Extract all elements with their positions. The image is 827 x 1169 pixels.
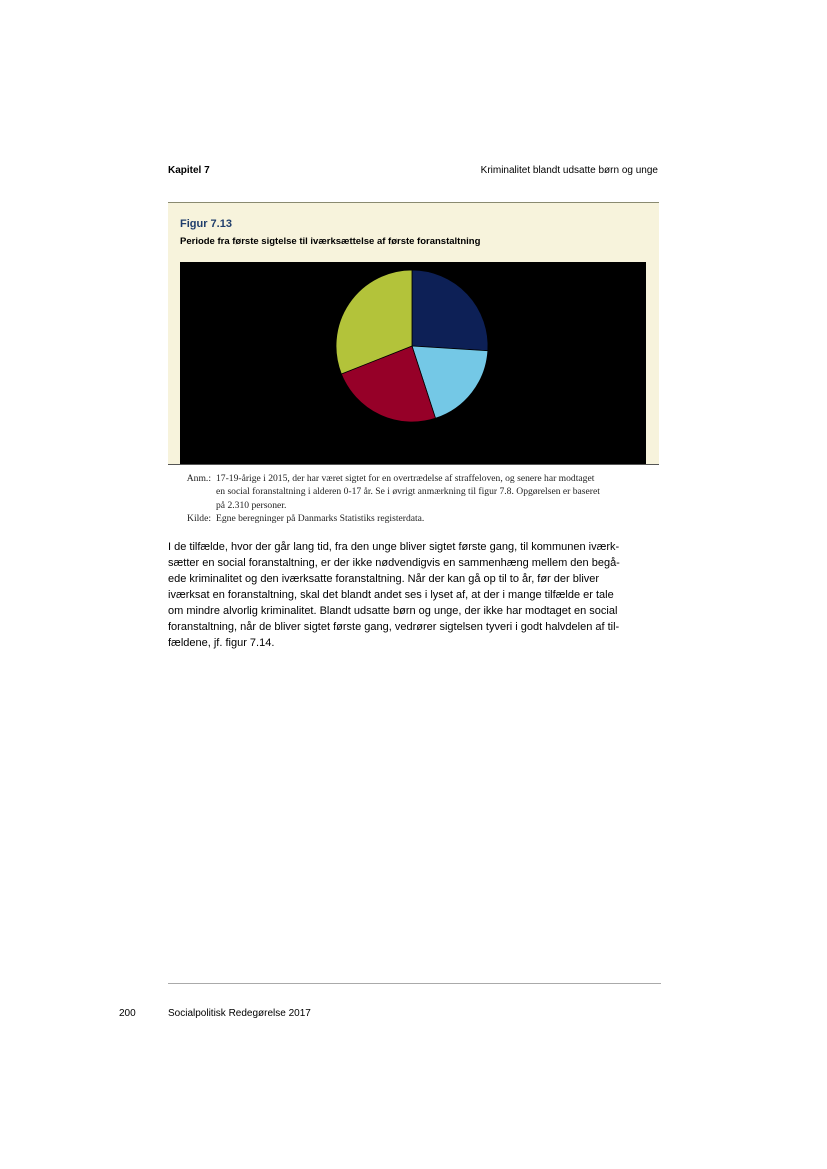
body-line: foranstaltning, når de bliver sigtet første gang, vedrører sigtelsen tyveri i godt halvdelen af til-: [168, 621, 620, 633]
figure-number: Figur 7.13: [180, 218, 232, 230]
body-line: sætter en social foranstaltning, er der ikke nødvendigvis en sammenhæng mellem den begå-: [168, 557, 620, 569]
body-line: I de tilfælde, hvor der går lang tid, fra den unge bliver sigtet første gang, til kommunen iværk-: [168, 541, 620, 553]
pie-chart-area: [180, 262, 646, 464]
page-number: 200: [119, 1008, 136, 1019]
note-text: en social foranstaltning i alderen 0-17 år. Se i øvrigt anmærkning til figur 7.8. Opgørelsen er baseret: [216, 486, 600, 498]
figure-bottom-rule: [168, 464, 659, 465]
note-row: [168, 472, 658, 485]
pie-slice-1: [412, 270, 488, 351]
note-row: [168, 512, 658, 525]
note-label: Kilde:: [187, 513, 211, 525]
note-row: [168, 499, 658, 512]
pie-chart: [180, 262, 646, 464]
figure-box: [168, 202, 659, 465]
note-text: på 2.310 personer.: [216, 499, 287, 511]
note-row: [168, 485, 658, 498]
body-line: om mindre alvorlig kriminalitet. Blandt udsatte børn og unge, der ikke har modtaget en social: [168, 605, 618, 617]
footer-publication: Socialpolitisk Redegørelse 2017: [168, 1008, 311, 1019]
note-text: 17-19-årige i 2015, der har været sigtet for en overtrædelse af straffeloven, og senere har modtaget: [216, 473, 595, 484]
note-label: [168, 499, 216, 512]
section-title: Kriminalitet blandt udsatte børn og unge: [480, 165, 658, 176]
body-paragraph: [168, 539, 660, 651]
note-label: [168, 485, 216, 498]
note-label: Anm.:: [186, 473, 211, 484]
figure-title: Periode fra første sigtelse til iværksættelse af første foranstaltning: [180, 236, 481, 247]
figure-notes: [168, 472, 658, 526]
footer-rule: [168, 983, 661, 984]
body-line: fældene, jf. figur 7.14.: [168, 637, 275, 649]
note-text: Egne beregninger på Danmarks Statistiks registerdata.: [216, 513, 425, 525]
body-line: ede kriminalitet og den iværksatte foranstaltning. Når der kan gå op til to år, før der bliver: [168, 573, 600, 585]
chapter-label: Kapitel 7: [168, 165, 210, 176]
body-line: iværksat en foranstaltning, skal det blandt andet ses i lyset af, at der i mange tilfælde er tale: [168, 589, 614, 601]
